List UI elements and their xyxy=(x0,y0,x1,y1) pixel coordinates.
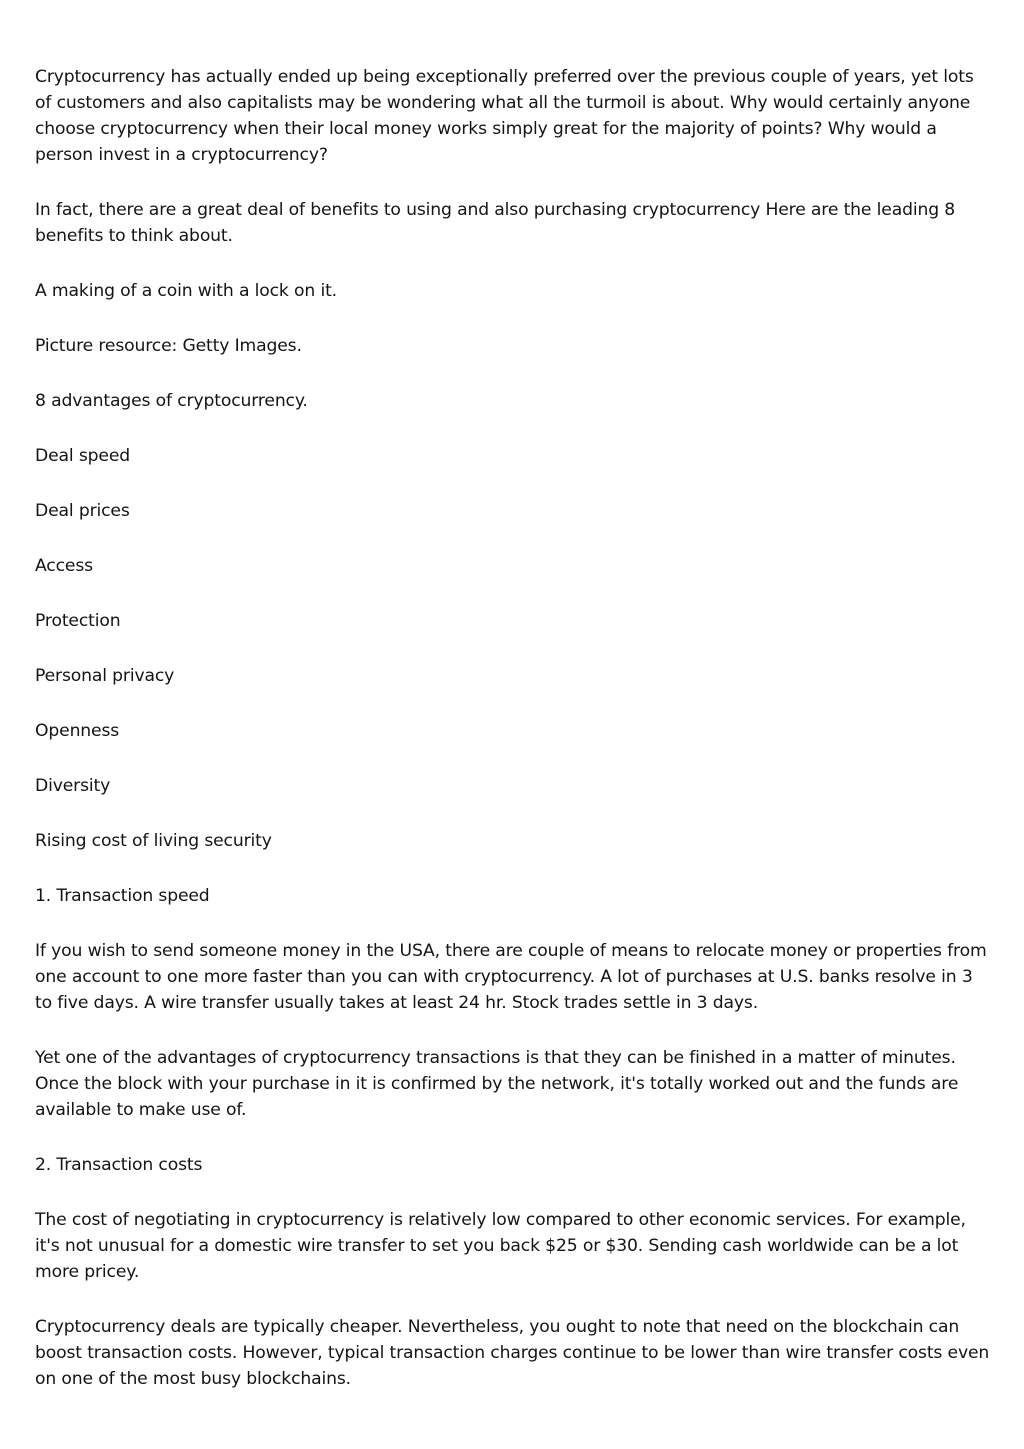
section-heading-transaction-costs: 2. Transaction costs xyxy=(35,1155,203,1175)
advantage-item-protection: Protection xyxy=(35,611,121,631)
transaction-speed-paragraph-2: Yet one of the advantages of cryptocurrency transactions is that they can be finished in a matter of minutes. Once the block with your purchase in it is confirmed by the network, it's totally worked out and the funds are available to make use of. xyxy=(35,1048,959,1120)
advantage-item-diversity: Diversity xyxy=(35,776,111,796)
image-credit: Picture resource: Getty Images. xyxy=(35,336,302,356)
advantage-item-deal-prices: Deal prices xyxy=(35,501,130,521)
benefits-intro-paragraph: In fact, there are a great deal of benefits to using and also purchasing cryptocurrency Here are the leading 8 benefits to think about. xyxy=(35,200,956,246)
section-heading-transaction-speed: 1. Transaction speed xyxy=(35,886,210,906)
transaction-costs-paragraph-2: Cryptocurrency deals are typically cheaper. Nevertheless, you ought to note that need on the blockchain can boost transaction costs. However, typical transaction charges continue to be lower than wire transfer costs even on one of the most busy blockchains. xyxy=(35,1317,990,1389)
intro-paragraph: Cryptocurrency has actually ended up being exceptionally preferred over the previous couple of years, yet lots of customers and also capitalists may be wondering what all the turmoil is about. Why would certainly anyone choose cryptocurrency when their local money works simply great for the majority of points? Why would a person invest in a cryptocurrency? xyxy=(35,67,974,165)
advantage-item-deal-speed: Deal speed xyxy=(35,446,131,466)
transaction-speed-paragraph-1: If you wish to send someone money in the USA, there are couple of means to relocate money or properties from one account to one more faster than you can with cryptocurrency. A lot of purchases at U.S. banks resolve in 3 to five days. A wire transfer usually takes at least 24 hr. Stock trades settle in 3 days. xyxy=(35,941,987,1013)
advantage-item-personal-privacy: Personal privacy xyxy=(35,666,175,686)
transaction-costs-paragraph-1: The cost of negotiating in cryptocurrency is relatively low compared to other economic services. For example, it's not unusual for a domestic wire transfer to set you back $25 or $30. Sending cash worldwide can be a lot more pricey. xyxy=(35,1210,966,1282)
image-caption: A making of a coin with a lock on it. xyxy=(35,281,337,301)
advantage-item-openness: Openness xyxy=(35,721,120,741)
advantages-heading: 8 advantages of cryptocurrency. xyxy=(35,391,308,411)
document-page xyxy=(35,64,991,1392)
advantage-item-inflation-security: Rising cost of living security xyxy=(35,831,272,851)
advantage-item-access: Access xyxy=(35,556,93,576)
